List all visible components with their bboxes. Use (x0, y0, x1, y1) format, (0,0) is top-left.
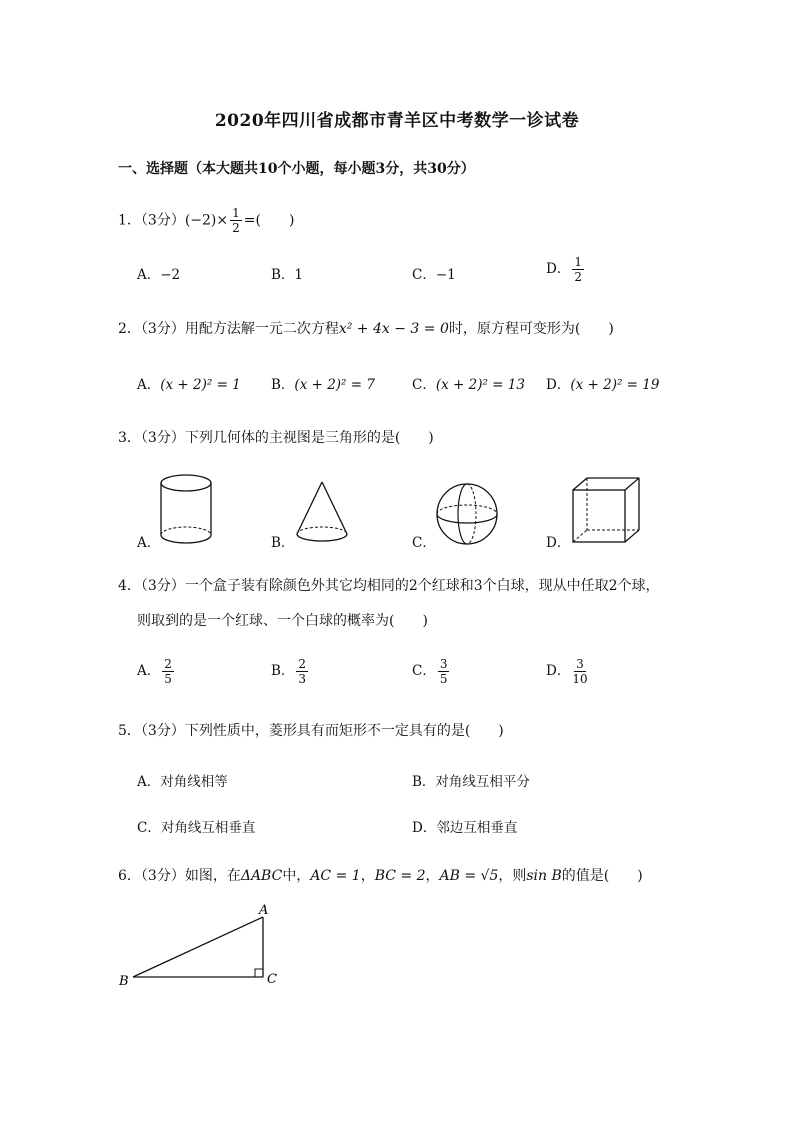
question-1 (118, 206, 294, 235)
question-6-prefix: 6．（3分） (118, 868, 185, 884)
question-5-prefix: 5．（3分） (118, 723, 185, 739)
fraction-denominator: 10 (572, 672, 588, 686)
option-letter: D． (546, 377, 571, 393)
fraction-denominator: 2 (574, 270, 582, 284)
q3-option-d[interactable]: D． (546, 535, 571, 551)
option-text: 对角线相等 (160, 774, 228, 790)
option-letter: D． (546, 261, 571, 277)
question-1-expr-left: (−2)× (184, 212, 229, 229)
option-text: −1 (435, 267, 456, 283)
question-3-prefix: 3．（3分） (118, 430, 185, 446)
question-6-text: ，则 (498, 868, 527, 884)
option-letter: A． (137, 774, 161, 790)
option-text: 对角线互相垂直 (160, 820, 256, 836)
fraction-denominator: 5 (439, 672, 448, 686)
option-text: 对角线互相平分 (435, 774, 530, 790)
q3-option-b[interactable]: B． (271, 535, 295, 551)
fraction-denominator: 2 (232, 221, 240, 235)
q3-option-a[interactable]: A． (137, 535, 161, 551)
question-2-prefix: 2．（3分） (118, 321, 185, 337)
question-3 (118, 427, 434, 447)
triangle-diagram (115, 903, 285, 993)
question-3-text: 下列几何体的主视图是三角形的是( ) (184, 430, 434, 446)
q2-option-a[interactable] (137, 373, 241, 393)
vertex-label-a: A (259, 903, 269, 918)
option-letter: C． (137, 820, 161, 836)
option-letter: B． (271, 267, 295, 283)
sin-b: sin B (526, 868, 562, 884)
option-text: 1 (294, 267, 304, 283)
question-6-text: 中， (282, 868, 311, 884)
question-4-line-2: 则取到的是一个红球、一个白球的概率为( ) (137, 613, 428, 629)
option-text: (x + 2)² = 1 (160, 377, 241, 393)
fraction-numerator: 1 (574, 255, 582, 269)
option-text: 邻边互相垂直 (436, 820, 518, 836)
option-letter: C． (412, 663, 436, 679)
option-letter: A． (137, 663, 161, 679)
option-letter: C． (412, 267, 436, 283)
side-ac: AC = 1 (310, 868, 361, 884)
option-text: −2 (160, 267, 181, 283)
question-6 (118, 865, 643, 885)
q3-option-c[interactable]: C． (412, 535, 436, 551)
q1-option-a[interactable] (137, 263, 180, 283)
page-title: 2020年四川省成都市青羊区中考数学一诊试卷 (214, 111, 580, 131)
separator: ， (425, 868, 440, 884)
question-1-expr-right: =( ) (243, 212, 295, 229)
option-fraction (438, 657, 450, 686)
question-4-text-1: 一个盒子装有除颜色外其它均相同的2个红球和3个白球，现从中任取2个球， (184, 578, 660, 594)
q4-option-b[interactable] (271, 657, 310, 686)
side-bc: BC = 2 (374, 868, 426, 884)
option-fraction (572, 255, 584, 284)
q5-option-a[interactable] (137, 770, 228, 790)
fraction-numerator: 1 (232, 206, 240, 220)
q4-option-a[interactable] (137, 657, 176, 686)
option-letter: C． (412, 377, 436, 393)
option-letter: A． (137, 267, 161, 283)
question-4-prefix: 4．（3分） (118, 578, 185, 594)
option-fraction (162, 657, 174, 686)
right-angle-marker (255, 969, 263, 977)
fraction-numerator: 3 (576, 657, 584, 671)
option-letter: B． (412, 774, 436, 790)
question-2-text-before: 用配方法解一元二次方程 (184, 321, 339, 337)
q2-option-d[interactable] (546, 373, 659, 393)
q5-option-b[interactable] (412, 770, 530, 790)
sphere-icon (435, 482, 499, 546)
question-5-text: 下列性质中，菱形具有而矩形不一定具有的是( ) (184, 723, 504, 739)
section-heading: 一、选择题（本大题共10个小题，每小题3分，共30分） (118, 161, 475, 177)
question-1-fraction (230, 206, 242, 235)
option-letter: D． (546, 663, 571, 679)
option-letter: D． (412, 820, 437, 836)
cube-icon (571, 476, 641, 546)
option-fraction (572, 657, 587, 686)
q1-option-c[interactable] (412, 263, 456, 283)
cone-icon (294, 480, 350, 544)
fraction-numerator: 3 (439, 657, 448, 671)
q2-option-c[interactable] (412, 373, 525, 393)
vertex-label-c: C (267, 972, 277, 987)
question-6-text: 如图，在 (184, 868, 241, 884)
q1-option-d[interactable] (546, 255, 586, 284)
q4-option-d[interactable] (546, 657, 590, 686)
separator: ， (360, 868, 375, 884)
fraction-denominator: 3 (298, 672, 307, 686)
q5-option-c[interactable] (137, 816, 255, 836)
question-4-line-1 (118, 575, 660, 595)
fraction-denominator: 5 (164, 672, 172, 686)
q1-option-b[interactable] (271, 263, 303, 283)
fraction-numerator: 2 (164, 657, 172, 671)
question-2-text-after: 时，原方程可变形为( ) (448, 321, 614, 337)
fraction-numerator: 2 (298, 657, 307, 671)
question-6-text: 的值是( ) (561, 868, 643, 884)
side-ab: AB = √5 (439, 868, 499, 884)
option-letter: B． (271, 663, 295, 679)
option-text: (x + 2)² = 13 (435, 377, 525, 393)
question-5 (118, 720, 504, 740)
option-letter: B． (271, 377, 295, 393)
question-1-prefix: 1．（3分） (118, 212, 185, 229)
cylinder-icon (158, 473, 214, 545)
option-letter: A． (137, 377, 161, 393)
q4-option-c[interactable] (412, 657, 451, 686)
q2-option-b[interactable] (271, 373, 375, 393)
option-text: (x + 2)² = 19 (570, 377, 660, 393)
side-ab-line (133, 917, 263, 977)
question-2 (118, 318, 614, 338)
question-2-equation: x² + 4x − 3 = 0 (338, 321, 449, 337)
option-fraction (296, 657, 308, 686)
triangle-name: ΔABC (240, 868, 283, 884)
option-text: (x + 2)² = 7 (294, 377, 375, 393)
q5-option-d[interactable] (412, 816, 517, 836)
vertex-label-b: B (119, 974, 129, 989)
